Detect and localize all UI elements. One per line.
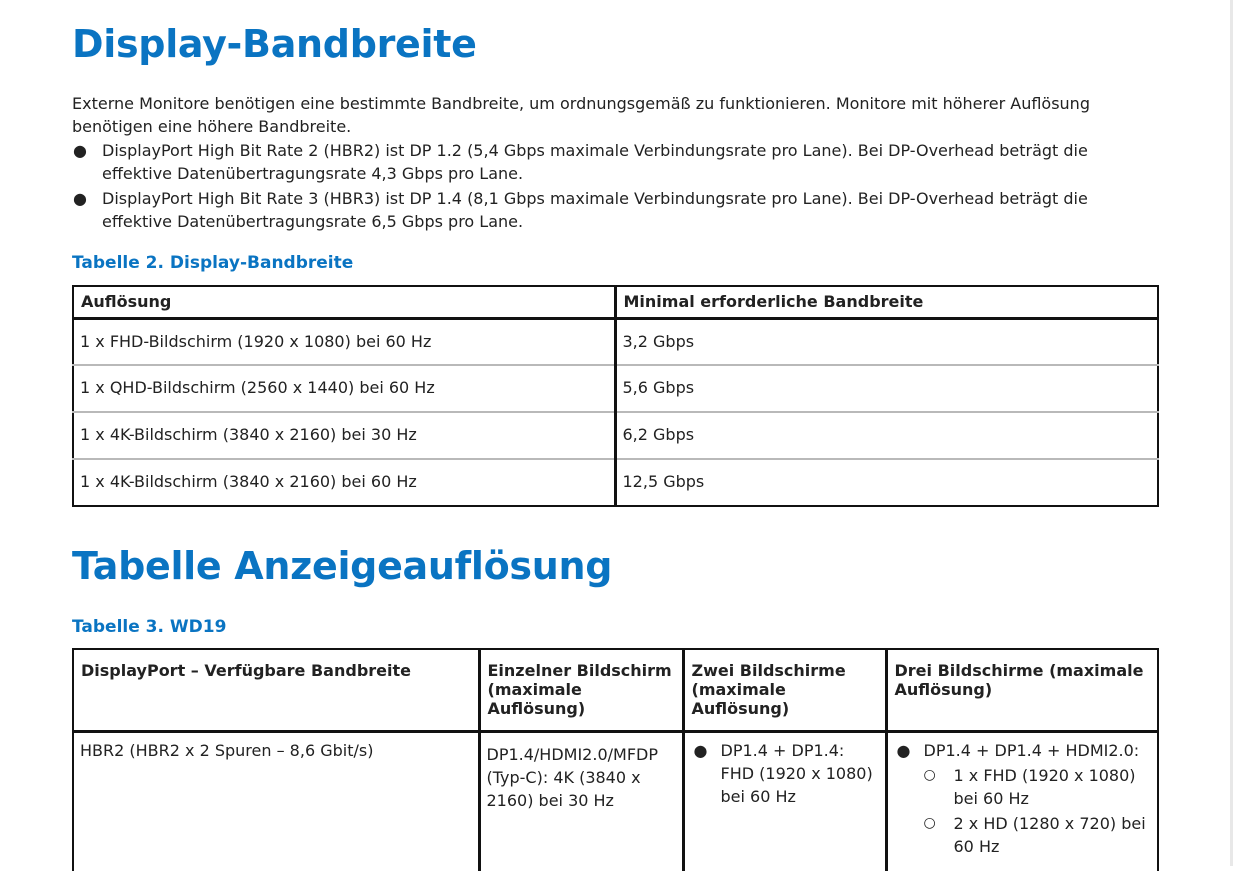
column-header: Minimal erforderliche Bandbreite [615, 286, 1158, 318]
circle-bullet-icon: ○ [923, 766, 936, 783]
sub-list-item [924, 764, 1152, 810]
table2-caption: Tabelle 2. Display-Bandbreite [72, 253, 354, 273]
bullet-hbr2 [72, 139, 1160, 185]
bandwidth-table [72, 285, 1159, 507]
column-header: Zwei Bildschirme (maximale Auflösung) [683, 649, 886, 731]
sub-list-item [924, 812, 1152, 858]
bandwidth-bullet-list [72, 139, 1160, 235]
table-cell: 12,5 Gbps [615, 459, 1158, 506]
table3-caption: Tabelle 3. WD19 [72, 617, 227, 637]
circle-bullet-icon: ○ [923, 814, 936, 831]
list-item [894, 739, 1152, 858]
intro-paragraph: Externe Monitore benötigen eine bestimmte Bandbreite, um ordnungsgemäß zu funktionieren. Monitore mit höherer Auflösung benötigen eine höhere Bandbreite. [72, 94, 1090, 136]
table-row [73, 318, 1158, 365]
table-cell: HBR2 (HBR2 x 2 Spuren – 8,6 Gbit/s) [73, 731, 479, 871]
table-cell [886, 731, 1158, 871]
bullet-text: DisplayPort High Bit Rate 3 (HBR3) ist DP 1.4 (8,1 Gbps maximale Verbindungsrate pro Lane). Bei DP-Overhead beträgt die effektive Datenübertragungsrate 6,5 Gbps pro Lane. [102, 189, 1088, 231]
column-header: DisplayPort – Verfügbare Bandbreite [73, 649, 479, 731]
table-header-row [73, 649, 1158, 731]
table-row [73, 459, 1158, 506]
section-heading-resolution: Tabelle Anzeigeauflösung [72, 544, 613, 588]
list-item [691, 739, 879, 808]
table-cell: 3,2 Gbps [615, 318, 1158, 365]
table-cell: 5,6 Gbps [615, 365, 1158, 412]
table-cell: DP1.4/HDMI2.0/MFDP (Typ-C): 4K (3840 x 2160) bei 30 Hz [479, 731, 683, 871]
section-heading-bandwidth: Display-Bandbreite [72, 22, 477, 66]
sub-list [924, 764, 1152, 858]
bullet-hbr3 [72, 187, 1160, 233]
table-row [73, 365, 1158, 412]
column-header: Einzelner Bildschirm (maximale Auflösung) [479, 649, 683, 731]
column-header: Auflösung [73, 286, 615, 318]
table-row [73, 731, 1158, 871]
table-cell: 1 x FHD-Bildschirm (1920 x 1080) bei 60 Hz [73, 318, 615, 365]
sub-list-item-text: 2 x HD (1280 x 720) bei 60 Hz [953, 813, 1146, 856]
table-cell: 1 x 4K-Bildschirm (3840 x 2160) bei 30 Hz [73, 412, 615, 459]
table-cell: 6,2 Gbps [615, 412, 1158, 459]
sub-list-item-text: 1 x FHD (1920 x 1080) bei 60 Hz [953, 765, 1136, 808]
table-header-row [73, 286, 1158, 318]
table-cell: 1 x QHD-Bildschirm (2560 x 1440) bei 60 Hz [73, 365, 615, 412]
table-row [73, 412, 1158, 459]
list-item-text: DP1.4 + DP1.4: FHD (1920 x 1080) bei 60 Hz [720, 740, 873, 806]
resolution-table [72, 648, 1159, 871]
list-item-text: DP1.4 + DP1.4 + HDMI2.0: [923, 740, 1140, 760]
bullet-dot-icon: ● [73, 189, 87, 208]
column-header: Drei Bildschirme (maximale Auflösung) [886, 649, 1158, 731]
bullet-text: DisplayPort High Bit Rate 2 (HBR2) ist DP 1.2 (5,4 Gbps maximale Verbindungsrate pro Lane). Bei DP-Overhead beträgt die effektive Datenübertragungsrate 4,3 Gbps pro Lane. [102, 141, 1088, 183]
bullet-dot-icon: ● [693, 740, 708, 760]
table-cell [683, 731, 886, 871]
bullet-dot-icon: ● [73, 141, 87, 160]
table-cell: 1 x 4K-Bildschirm (3840 x 2160) bei 60 Hz [73, 459, 615, 506]
dual-display-list [691, 739, 879, 808]
bullet-dot-icon: ● [896, 740, 911, 760]
triple-display-list [894, 739, 1152, 858]
